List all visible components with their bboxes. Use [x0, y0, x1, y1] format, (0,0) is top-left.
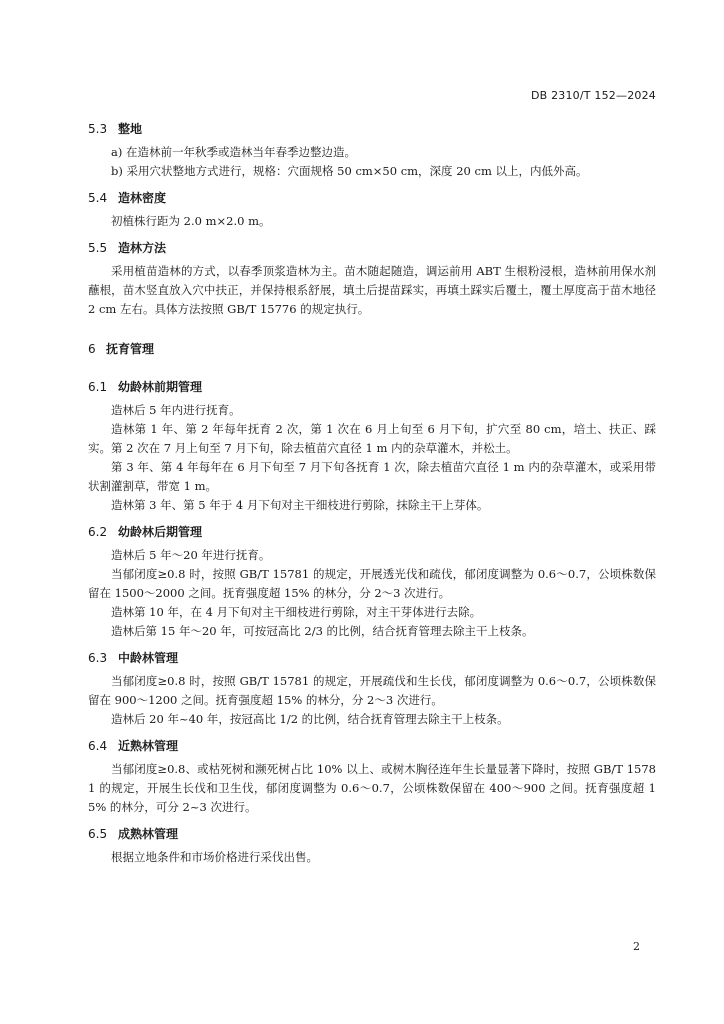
document-id: DB 2310/T 152—2024	[530, 89, 656, 102]
paragraph: 当郁闭度≥0.8、或枯死树和濒死树占比 10% 以上、或树木胸径连年生长量显著下降时，按照 GB/T 15781 的规定，开展生长伐和卫生伐，郁闭度调整为 0.6～0.7，公顷株数保留在 400～900 之间。抚育强度超 15% 的林分，可分 2~3 次进行。	[88, 762, 656, 814]
section-heading: 5.3 整地	[88, 122, 143, 136]
paragraph: 初植株行距为 2.0 m×2.0 m。	[111, 214, 271, 228]
paragraph: 第 3 年、第 4 年每年在 6 月下旬至 7 月下旬各抚育 1 次，除去植苗穴直径 1 m 内的杂草灌木，或采用带状割灌割草，带宽 1 m。	[88, 460, 656, 493]
paragraph: 造林后 5 年～20 年进行抚育。	[111, 548, 271, 562]
list-item: a) 在造林前一年秋季或造林当年春季边整边造。	[111, 145, 356, 159]
section-heading: 5.5 造林方法	[88, 241, 167, 255]
paragraph: 当郁闭度≥0.8 时，按照 GB/T 15781 的规定，开展疏伐和生长伐，郁闭度调整为 0.6～0.7，公顷株数保留在 900～1200 之间。抚育强度超 15% 的林分，分 2～3 次进行。	[88, 674, 656, 707]
paragraph: 造林第 10 年，在 4 月下旬对主干细枝进行剪除，对主干芽体进行去除。	[111, 605, 482, 619]
paragraph: 造林后 20 年~40 年，按冠高比 1/2 的比例，结合抚育管理去除主干上枝条。	[111, 712, 509, 726]
paragraph: 造林后第 15 年～20 年，可按冠高比 2/3 的比例，结合抚育管理去除主干上枝条。	[111, 624, 534, 638]
section-heading: 6.5 成熟林管理	[88, 827, 179, 841]
paragraph: 造林第 1 年、第 2 年每年抚育 2 次，第 1 次在 6 月上旬至 6 月下旬，扩穴至 80 cm，培土、扶正、踩实。第 2 次在 7 月上旬至 7 月下旬，除去植苗穴直径 1 m 内的杂草灌木，并松土。	[88, 422, 656, 455]
section-heading: 6.2 幼龄林后期管理	[88, 525, 203, 539]
paragraph: 造林第 3 年、第 5 年于 4 月下旬对主干细枝进行剪除，抹除主干上芽体。	[111, 498, 489, 512]
paragraph: 根据立地条件和市场价格进行采伐出售。	[111, 850, 318, 864]
section-heading: 6.1 幼龄林前期管理	[88, 380, 203, 394]
page-number: 2	[633, 940, 640, 953]
paragraph: 造林后 5 年内进行抚育。	[111, 403, 241, 417]
paragraph: 采用植苗造林的方式，以春季顶浆造林为主。苗木随起随造，调运前用 ABT 生根粉浸根，造林前用保水剂蘸根，苗木竖直放入穴中扶正，并保持根系舒展，填土后提苗踩实，再填土踩实后覆土，覆土厚度高于苗木地径 2 cm 左右。具体方法按照 GB/T 15776 的规定执行。	[88, 264, 656, 316]
chapter-heading: 6 抚育管理	[88, 342, 155, 356]
list-item: b) 采用穴状整地方式进行，规格：穴面规格 50 cm×50 cm，深度 20 cm 以上，内低外高。	[111, 164, 588, 178]
section-heading: 6.4 近熟林管理	[88, 739, 179, 753]
section-heading: 5.4 造林密度	[88, 191, 167, 205]
document-body	[88, 121, 656, 867]
paragraph: 当郁闭度≥0.8 时，按照 GB/T 15781 的规定，开展透光伐和疏伐，郁闭度调整为 0.6～0.7，公顷株数保留在 1500～2000 之间。抚育强度超 15% 的林分，分 2～3 次进行。	[88, 567, 656, 600]
section-heading: 6.3 中龄林管理	[88, 651, 179, 665]
